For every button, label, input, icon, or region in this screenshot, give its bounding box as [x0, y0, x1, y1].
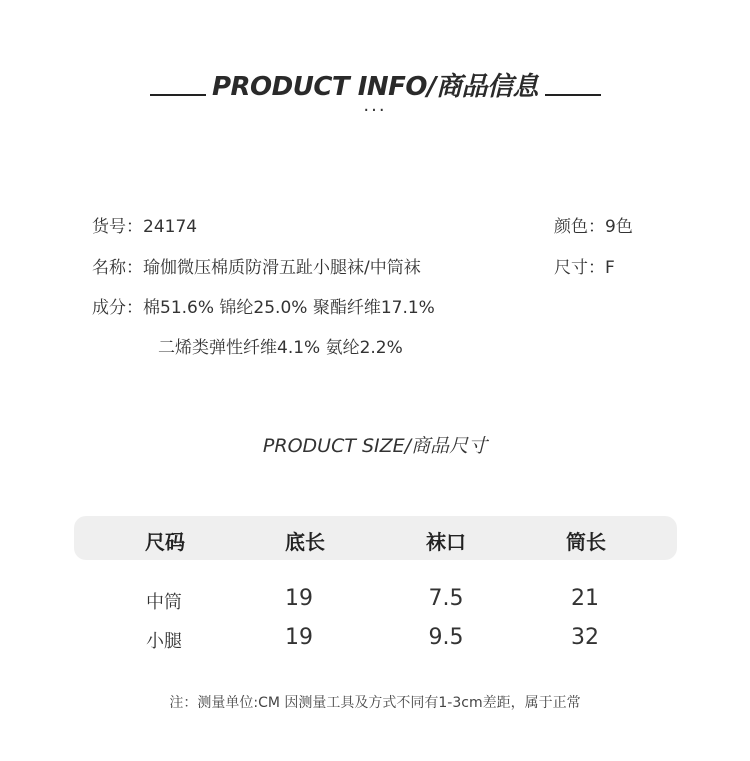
- size-value: F: [605, 258, 615, 278]
- color-value: 9色: [605, 217, 633, 237]
- item-number: [92, 212, 197, 237]
- cell-cuff: 9.5: [428, 625, 464, 650]
- product-name: [92, 253, 421, 278]
- cell-sole-length: 19: [285, 625, 313, 650]
- cell-tube-length: 21: [571, 586, 599, 611]
- header-sole-length: 底长: [285, 530, 325, 554]
- item-number-value: 24174: [143, 217, 198, 237]
- row-label-mid-calf: 中筒: [146, 592, 182, 613]
- item-number-label: 货号：: [92, 217, 143, 237]
- row-label-calf: 小腿: [146, 631, 182, 652]
- header-cuff: 袜口: [426, 530, 466, 554]
- cell-tube-length: 32: [571, 625, 599, 650]
- size-label: 尺寸：: [554, 258, 605, 278]
- cell-sole-length: 19: [285, 586, 313, 611]
- color-label: 颜色：: [554, 217, 605, 237]
- product-name-value: 瑜伽微压棉质防滑五趾小腿袜/中筒袜: [143, 258, 421, 278]
- title-dots: ···: [363, 100, 387, 121]
- size-info: [554, 253, 615, 278]
- measurement-note: 注：测量单位:CM 因测量工具及方式不同有1-3cm差距，属于正常: [169, 695, 581, 711]
- product-name-label: 名称：: [92, 258, 143, 278]
- size-section-title: PRODUCT SIZE/商品尺寸: [262, 435, 488, 457]
- page-title: PRODUCT INFO/商品信息: [211, 72, 539, 102]
- cell-cuff: 7.5: [428, 586, 464, 611]
- composition-label: 成分：: [92, 298, 143, 318]
- header-tube-length: 筒长: [566, 530, 606, 554]
- color-info: [554, 212, 633, 237]
- size-table-header: [74, 516, 677, 560]
- composition: [92, 293, 435, 318]
- title-right-rule: [545, 94, 601, 96]
- header-size-code: 尺码: [145, 530, 185, 554]
- composition-line-1: 棉51.6% 锦纶25.0% 聚酯纤维17.1%: [143, 298, 435, 318]
- composition-line-2: 二烯类弹性纤维4.1% 氨纶2.2%: [158, 338, 403, 358]
